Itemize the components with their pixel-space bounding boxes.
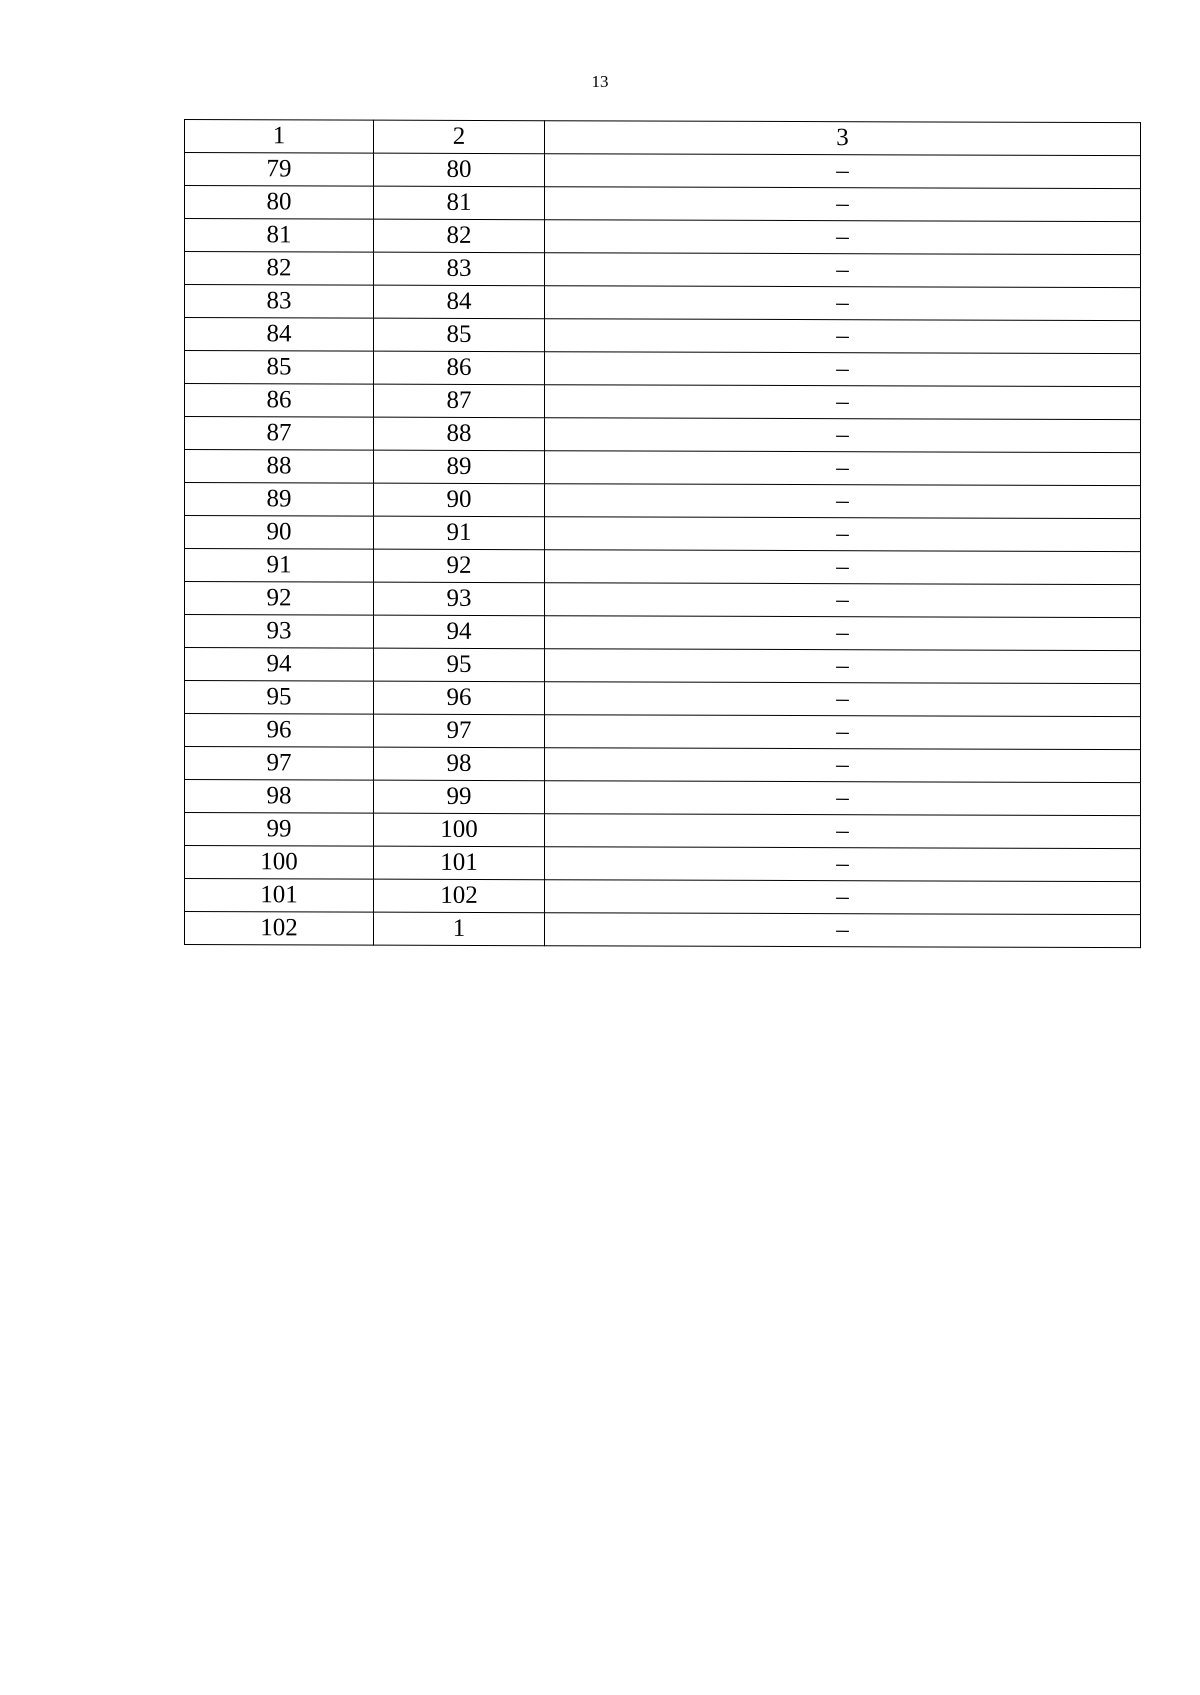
table-cell-col3 <box>545 451 1141 486</box>
dash-mark: – <box>836 223 849 251</box>
table-cell-col3 <box>545 847 1141 882</box>
table-cell-col2: 92 <box>374 549 545 583</box>
table-cell-col3 <box>545 253 1141 288</box>
table-cell-col3 <box>545 583 1141 618</box>
table-row <box>185 285 1141 321</box>
table-cell-col2: 99 <box>374 780 545 814</box>
table-cell-col2: 1 <box>374 912 545 946</box>
table-row <box>185 813 1141 849</box>
table-row <box>185 483 1141 519</box>
table-row <box>185 252 1141 288</box>
table-cell-col3 <box>545 286 1141 321</box>
table-cell-col2: 95 <box>374 648 545 682</box>
table-header-row <box>185 120 1141 156</box>
table-cell-col2: 83 <box>374 252 545 286</box>
dash-mark: – <box>836 916 849 944</box>
table-cell-col1: 81 <box>185 219 374 253</box>
dash-mark: – <box>836 454 849 482</box>
table-cell-col2: 81 <box>374 186 545 220</box>
table-cell-col1: 87 <box>185 417 374 451</box>
table-cell-col2: 96 <box>374 681 545 715</box>
table-row <box>185 153 1141 189</box>
table-cell-col3 <box>545 880 1141 915</box>
table-cell-col1: 80 <box>185 186 374 220</box>
table-row <box>185 648 1141 684</box>
table-row <box>185 879 1141 915</box>
table-cell-col2: 97 <box>374 714 545 748</box>
table-row <box>185 912 1141 948</box>
dash-mark: – <box>836 289 849 317</box>
dash-mark: – <box>836 784 849 812</box>
table-cell-col2: 82 <box>374 219 545 253</box>
table-cell-col3 <box>545 484 1141 519</box>
dash-mark: – <box>836 850 849 878</box>
table-cell-col1: 84 <box>185 318 374 352</box>
column-header-1: 1 <box>185 120 374 154</box>
table-cell-col1: 95 <box>185 681 374 715</box>
table-cell-col1: 86 <box>185 384 374 418</box>
table-cell-col3 <box>545 517 1141 552</box>
table-cell-col2: 84 <box>374 285 545 319</box>
table-cell-col1: 94 <box>185 648 374 682</box>
table-row <box>185 318 1141 354</box>
table-cell-col3 <box>545 418 1141 453</box>
table-cell-col3 <box>545 748 1141 783</box>
data-table <box>184 119 1141 948</box>
table-cell-col1: 89 <box>185 483 374 517</box>
table-row <box>185 516 1141 552</box>
table-cell-col1: 101 <box>185 879 374 913</box>
table-row <box>185 384 1141 420</box>
table-cell-col2: 91 <box>374 516 545 550</box>
table-cell-col1: 92 <box>185 582 374 616</box>
dash-mark: – <box>836 421 849 449</box>
table-row <box>185 417 1141 453</box>
table-row <box>185 549 1141 585</box>
dash-mark: – <box>836 520 849 548</box>
dash-mark: – <box>836 355 849 383</box>
dash-mark: – <box>836 157 849 185</box>
table-row <box>185 747 1141 783</box>
dash-mark: – <box>836 883 849 911</box>
table-cell-col1: 82 <box>185 252 374 286</box>
table-row <box>185 615 1141 651</box>
table-row <box>185 186 1141 222</box>
table-cell-col3 <box>545 319 1141 354</box>
table-cell-col1: 93 <box>185 615 374 649</box>
table-cell-col3 <box>545 913 1141 948</box>
dash-mark: – <box>836 685 849 713</box>
table-cell-col3 <box>545 649 1141 684</box>
table-cell-col3 <box>545 385 1141 420</box>
table-cell-col2: 94 <box>374 615 545 649</box>
dash-mark: – <box>836 190 849 218</box>
table-body <box>185 153 1141 948</box>
table-cell-col1: 102 <box>185 912 374 946</box>
table-cell-col1: 83 <box>185 285 374 319</box>
dash-mark: – <box>836 751 849 779</box>
table-cell-col2: 80 <box>374 153 545 187</box>
dash-mark: – <box>836 619 849 647</box>
dash-mark: – <box>836 487 849 515</box>
table-row <box>185 780 1141 816</box>
table-cell-col3 <box>545 154 1141 189</box>
table-cell-col2: 86 <box>374 351 545 385</box>
table-cell-col2: 98 <box>374 747 545 781</box>
dash-mark: – <box>836 256 849 284</box>
table-cell-col2: 88 <box>374 417 545 451</box>
dash-mark: – <box>836 718 849 746</box>
table-cell-col3 <box>545 715 1141 750</box>
table-cell-col2: 93 <box>374 582 545 616</box>
table-cell-col1: 96 <box>185 714 374 748</box>
table-cell-col2: 85 <box>374 318 545 352</box>
table-cell-col1: 91 <box>185 549 374 583</box>
dash-mark: – <box>836 322 849 350</box>
table-cell-col2: 102 <box>374 879 545 913</box>
table-cell-col1: 79 <box>185 153 374 187</box>
table-cell-col3 <box>545 187 1141 222</box>
table-cell-col1: 88 <box>185 450 374 484</box>
table-row <box>185 351 1141 387</box>
table-row <box>185 846 1141 882</box>
table-row <box>185 219 1141 255</box>
table-cell-col1: 90 <box>185 516 374 550</box>
dash-mark: – <box>836 553 849 581</box>
table-cell-col2: 89 <box>374 450 545 484</box>
table-row <box>185 714 1141 750</box>
dash-mark: – <box>836 388 849 416</box>
table-header <box>185 120 1141 156</box>
column-header-2: 2 <box>374 120 545 154</box>
table-cell-col1: 98 <box>185 780 374 814</box>
column-header-3: 3 <box>545 121 1141 156</box>
dash-mark: – <box>836 586 849 614</box>
table-row <box>185 582 1141 618</box>
table-cell-col1: 99 <box>185 813 374 847</box>
table-cell-col3 <box>545 814 1141 849</box>
table-row <box>185 450 1141 486</box>
table-cell-col3 <box>545 220 1141 255</box>
table-cell-col1: 97 <box>185 747 374 781</box>
table-cell-col2: 101 <box>374 846 545 880</box>
table-cell-col2: 100 <box>374 813 545 847</box>
table-cell-col3 <box>545 352 1141 387</box>
dash-mark: – <box>836 652 849 680</box>
table-cell-col1: 85 <box>185 351 374 385</box>
page-number: 13 <box>591 72 609 91</box>
dash-mark: – <box>836 817 849 845</box>
table-cell-col1: 100 <box>185 846 374 880</box>
table-cell-col3 <box>545 682 1141 717</box>
table-row <box>185 681 1141 717</box>
table-cell-col3 <box>545 550 1141 585</box>
table-cell-col2: 87 <box>374 384 545 418</box>
table-cell-col2: 90 <box>374 483 545 517</box>
table-cell-col3 <box>545 616 1141 651</box>
table-cell-col3 <box>545 781 1141 816</box>
